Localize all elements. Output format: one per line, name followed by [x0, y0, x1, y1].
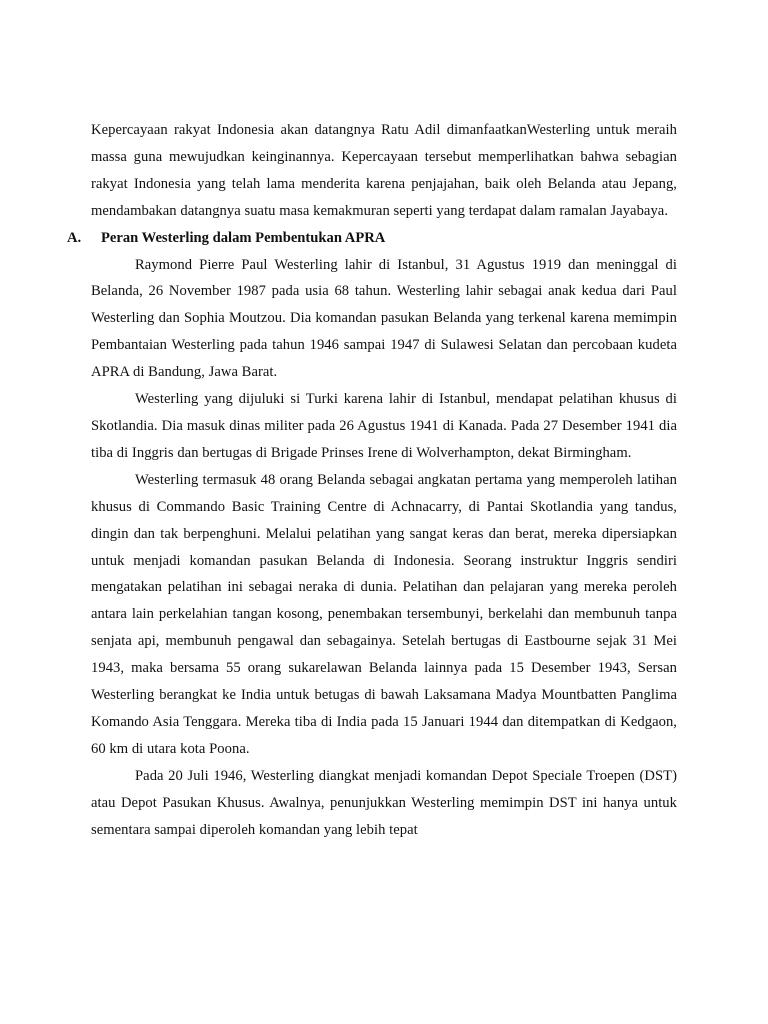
intro-paragraph: Kepercayaan rakyat Indonesia akan datangnya Ratu Adil dimanfaatkanWesterling untuk meraih massa guna mewujudkan keinginannya. Kepercayaan tersebut memperlihatkan bahwa sebagian rakyat Indonesia yang telah lama menderita karena penjajahan, baik oleh Belanda atau Jepang, mendambakan datangnya suatu masa kemakmuran seperti yang terdapat dalam ramalan Jayabaya. [91, 122, 677, 219]
paragraph-commando: Westerling termasuk 48 orang Belanda sebagai angkatan pertama yang memperoleh latihan khusus di Commando Basic Training Centre di Achnacarry, di Pantai Skotlandia yang tandus, dingin dan tak berpenghuni. Melalui pelatihan yang sangat keras dan berat, mereka dipersiapkan untuk menjadi komandan pasukan Belanda di Indonesia. Seorang instruktur Inggris sendiri mengatakan pelatihan ini sebagai neraka di dunia. Pelatihan dan pelajaran yang mereka peroleh antara lain perkelahian tangan kosong, penembakan tersembunyi, berkelahi dan membunuh tanpa senjata api, membunuh pengawal dan sebagainya. Setelah bertugas di Eastbourne sejak 31 Mei 1943, maka bersama 55 orang sukarelawan Belanda lainnya pada 15 Desember 1943, Sersan Westerling berangkat ke India untuk betugas di bawah Laksamana Madya Mountbatten Panglima Komando Asia Tenggara. Mereka tiba di India pada 15 Januari 1944 dan ditempatkan di Kedgaon, 60 km di utara kota Poona. [91, 471, 677, 757]
section-marker: A. [67, 229, 82, 246]
section-title: Peran Westerling dalam Pembentukan APRA [101, 229, 386, 246]
section-heading [67, 225, 677, 252]
body-text [67, 117, 677, 843]
paragraph-training: Westerling yang dijuluki si Turki karena lahir di Istanbul, mendapat pelatihan khusus di Skotlandia. Dia masuk dinas militer pada 26 Agustus 1941 di Kanada. Pada 27 Desember 1941 dia tiba di Inggris dan bertugas di Brigade Prinses Irene di Wolverhampton, dekat Birmingham. [91, 391, 677, 461]
paragraph-dst: Pada 20 Juli 1946, Westerling diangkat menjadi komandan Depot Speciale Troepen (DST) atau Depot Pasukan Khusus. Awalnya, penunjukkan Westerling memimpin DST ini hanya untuk sementara sampai diperoleh komandan yang lebih tepat [91, 767, 677, 838]
paragraph-birth: Raymond Pierre Paul Westerling lahir di Istanbul, 31 Agustus 1919 dan meninggal di Belanda, 26 November 1987 pada usia 68 tahun. Westerling lahir sebagai anak kedua dari Paul Westerling dan Sophia Moutzou. Dia komandan pasukan Belanda yang terkenal karena memimpin Pembantaian Westerling pada tahun 1946 sampai 1947 di Sulawesi Selatan dan percobaan kudeta APRA di Bandung, Jawa Barat. [91, 256, 677, 381]
